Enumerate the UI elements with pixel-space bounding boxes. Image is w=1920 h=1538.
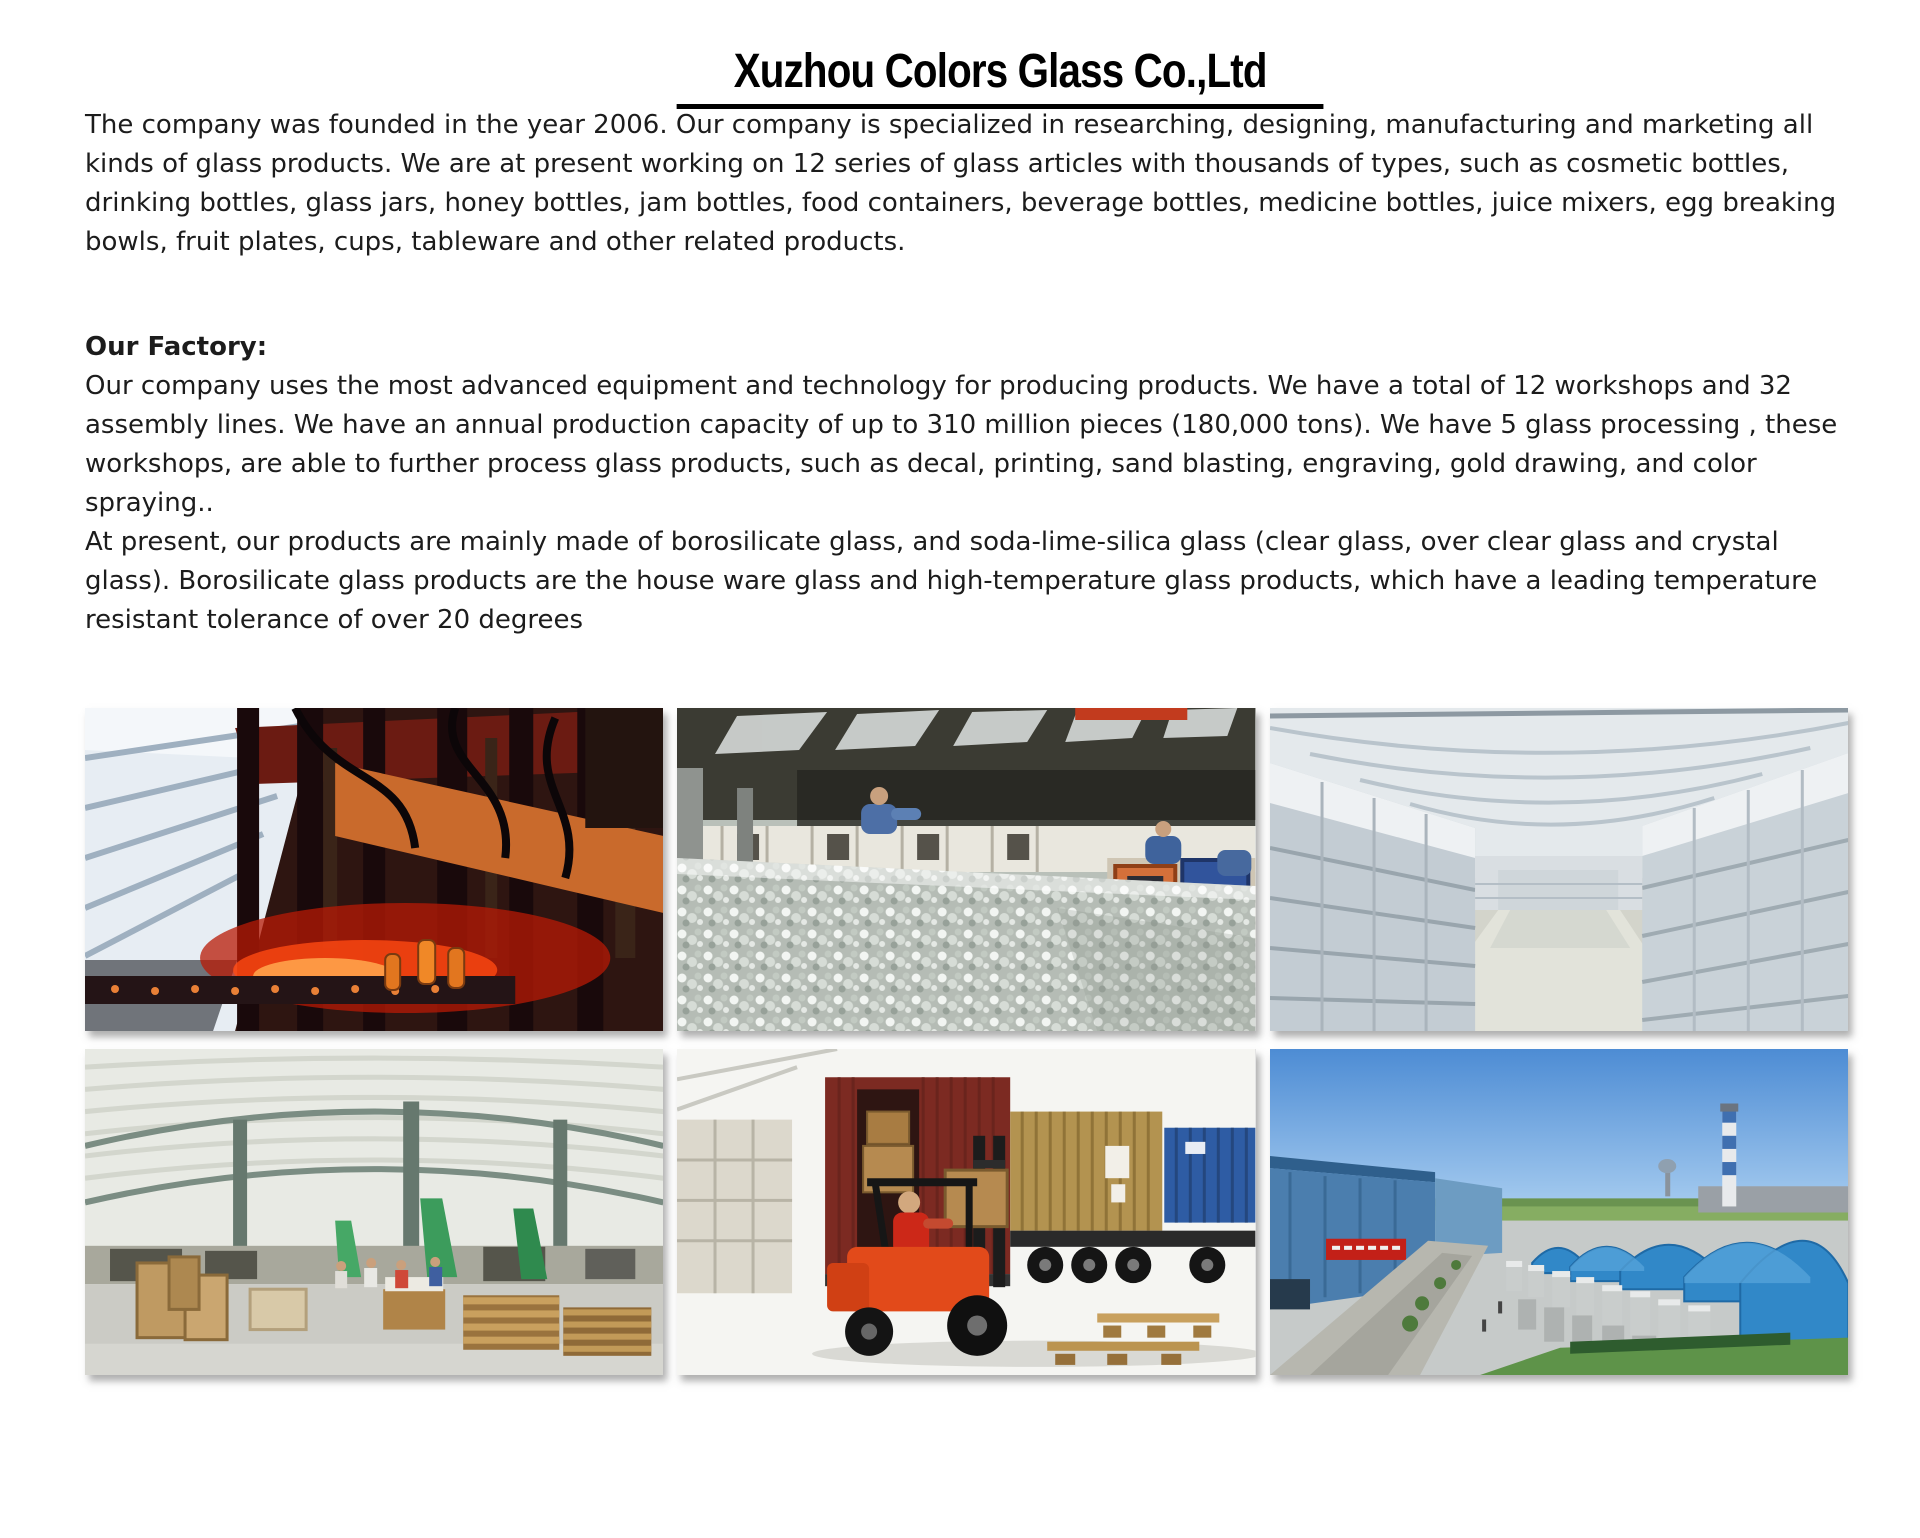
photo-grid [85,708,1848,1375]
photo-warehouse-aisle [1270,708,1848,1031]
page-header [85,0,1848,106]
packing-hall-illustration [85,1049,663,1375]
photo-glass-jars-line [677,708,1255,1031]
warehouse-aisle-illustration [1270,708,1848,1031]
photo-production-line [85,708,663,1031]
factory-aerial-illustration [1270,1049,1848,1375]
production-line-illustration [85,708,663,1031]
glass-jars-illustration [677,708,1255,1031]
photo-factory-aerial [1270,1049,1848,1375]
materials-paragraph: At present, our products are mainly made of borosilicate glass, and soda-lime-silica glass (clear glass, over clear glass and crystal glass). Borosilicate glass products are the house ware glass and high-temperature glass products, which have a leading temperature resistant tolerance of over 20 degrees [85,527,1818,635]
page-title: Xuzhou Colors Glass Co.,Ltd [677,44,1324,109]
photo-forklift-loading [677,1049,1255,1375]
forklift-loading-illustration [677,1049,1255,1375]
photo-packing-hall [85,1049,663,1375]
factory-heading: Our Factory: [85,332,268,362]
factory-paragraph: Our company uses the most advanced equipment and technology for producing products. We have a total of 12 workshops and 32 assembly lines. We have an annual production capacity of up to 310 million pieces (180,000 tons). We have 5 glass processing , these workshops, are able to further process glass products, such as decal, printing, sand blasting, engraving, gold drawing, and color spraying.. [85,371,1838,518]
intro-paragraph: The company was founded in the year 2006. Our company is specialized in researching, designing, manufacturing and marketing all kinds of glass products. We are at present working on 12 series of glass articles with thousands of types, such as cosmetic bottles, drinking bottles, glass jars, honey bottles, jam bottles, food containers, beverage bottles, medicine bottles, juice mixers, egg breaking bowls, fruit plates, cups, tableware and other related products. [85,110,1837,257]
